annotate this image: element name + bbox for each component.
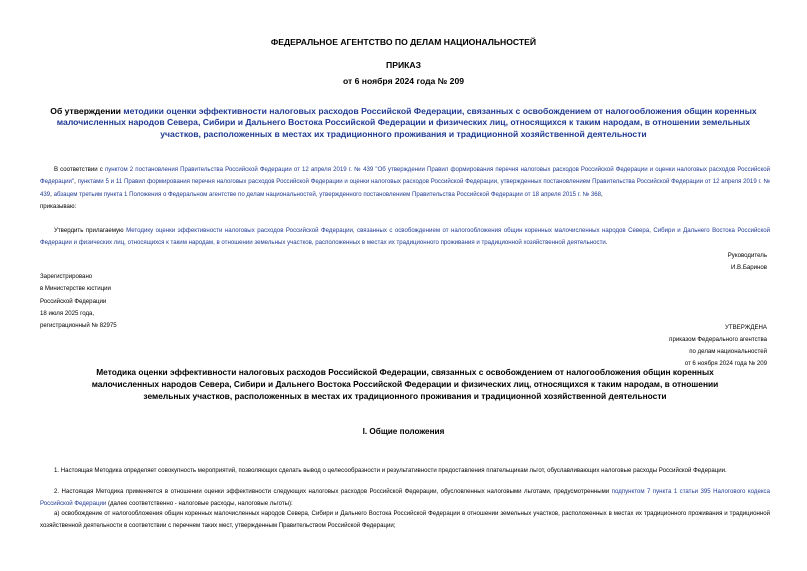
document-title — [40, 106, 767, 140]
registration-line-4: 18 июля 2025 года, — [40, 309, 95, 317]
signature-position: Руководитель — [727, 252, 767, 259]
approved-line-3: по делам национальностей — [689, 348, 767, 355]
title-prefix: Об утверждении — [50, 106, 124, 116]
registration-line-1: Зарегистрировано — [40, 273, 93, 280]
document-date-number: от 6 ноября 2024 года № 209 — [342, 76, 465, 86]
preamble-link-regulation[interactable]: абзацем третьим пункта 1 Положения о Федеральном агентстве по делам национальностей, утвержденного постановлением Правительства Российской Федерации от 18 апреля 2015 г. № 368 — [53, 190, 602, 198]
registration-line-2: в Министерстве юстиции — [40, 285, 111, 293]
signature-name: И.В.Баринов — [730, 264, 767, 271]
approved-line-4: от 6 ноября 2024 года № 209 — [684, 360, 767, 367]
registration-line-5: регистрационный № 82975 — [40, 322, 117, 330]
paragraph-3 — [40, 508, 770, 533]
approved-stamp — [669, 322, 767, 370]
approve-text-1: Утвердить прилагаемую — [54, 227, 127, 234]
paragraph-2-text-1: 2. Настоящая Методика применяется в отношении оценки эффективности следующих налоговых расходов Российской Федерации, обусловленных налоговыми льготами, предусмотренными — [54, 488, 612, 495]
document-type: ПРИКАЗ — [386, 60, 421, 70]
preamble-text-1: В соответствии с — [54, 166, 105, 173]
registration-line-3: Российской Федерации — [40, 297, 107, 305]
preamble-text-2: , — [74, 178, 78, 186]
approve-paragraph — [40, 225, 770, 250]
approved-line-2: приказом Федерального агентства — [669, 336, 767, 343]
preamble-text-4: , — [601, 190, 603, 198]
registration-block — [40, 271, 117, 332]
approve-text-2: . — [605, 239, 608, 247]
preamble-link-rules[interactable]: пунктами 5 и 11 Правил формирования перечня налоговых расходов Российской Федерации и оценки налоговых расходов Российской Федерации, утвержденных постановлением Правительства Российской Федерации от 12 апреля 2019 г. № 439 — [40, 178, 770, 198]
signature-block — [728, 250, 767, 274]
preamble-paragraph — [40, 164, 770, 214]
approved-line-1: УТВЕРЖДЕНА — [724, 324, 767, 331]
paragraph-1 — [40, 465, 770, 477]
section-title: I. Общие положения — [362, 427, 445, 436]
approve-methodology-link[interactable]: Методику оценки эффективности налоговых расходов Российской Федерации, связанных с освобождением от налогообложения общин коренных малочисленных народов Севера, Сибири и Дальнего Востока Российской Федерации и физических лиц, относящихся к таким народам, в отношении земельных участков, расположенных в местах их традиционного проживания и традиционной хозяйственной деятельности — [40, 227, 771, 247]
methodology-title: Методика оценки эффективности налоговых расходов Российской Федерации, связанных с освобождением от налогообложения общин коренных малочисленных народов Севера, Сибири и Дальнего Востока Российской Федерации и физических лиц, относящихся к таким народам, в отношении земельных участков, расположенных в местах их традиционного проживания и традиционной хозяйственной деятельности — [91, 367, 719, 401]
paragraph-2-text-2: (далее соответственно - налоговые расходы, налоговые льготы): — [106, 500, 293, 508]
preamble-text-3: , — [50, 190, 54, 198]
title-link[interactable]: методики оценки эффективности налоговых расходов Российской Федерации, связанных с освобождением от налогообложения общин коренных малочисленных народов Севера, Сибири и Дальнего Востока Российской Федерации и физических лиц, относящихся к таким народам, в отношении земельных участков, расположенных в местах их традиционного проживания и традиционной хозяйственной деятельности — [56, 106, 757, 139]
paragraph-1-text: 1. Настоящая Методика определяет совокупность мероприятий, позволяющих сделать вывод о целесообразности и результативности предоставления плательщикам льгот, обуславливающих налоговые расходы Российской Федерации. — [54, 467, 727, 474]
orders-word: приказываю: — [40, 203, 77, 211]
agency-heading: ФЕДЕРАЛЬНОЕ АГЕНТСТВО ПО ДЕЛАМ НАЦИОНАЛЬНОСТЕЙ — [270, 37, 537, 47]
tax-code-link[interactable]: подпунктом 7 пункта 1 статьи 395 Налогового кодекса Российской Федерации — [40, 488, 770, 508]
preamble-link-resolution[interactable]: пунктом 2 постановления Правительства Российской Федерации от 12 апреля 2019 г. № 439 "Об утверждении Правил формирования перечня налоговых расходов Российской Федерации и оценки налоговых расходов Российской Федерации" — [40, 166, 771, 186]
paragraph-3-text: а) освобождение от налогообложения общин коренных малочисленных народов Севера, Сибири и Дальнего Востока Российской Федерации в отношении земельных участков, расположенных в местах их традиционного проживания и традиционной хозяйственной деятельности в соответствии с перечнем таких мест, утвержденным Правительством Российской Федерации; — [40, 510, 770, 530]
